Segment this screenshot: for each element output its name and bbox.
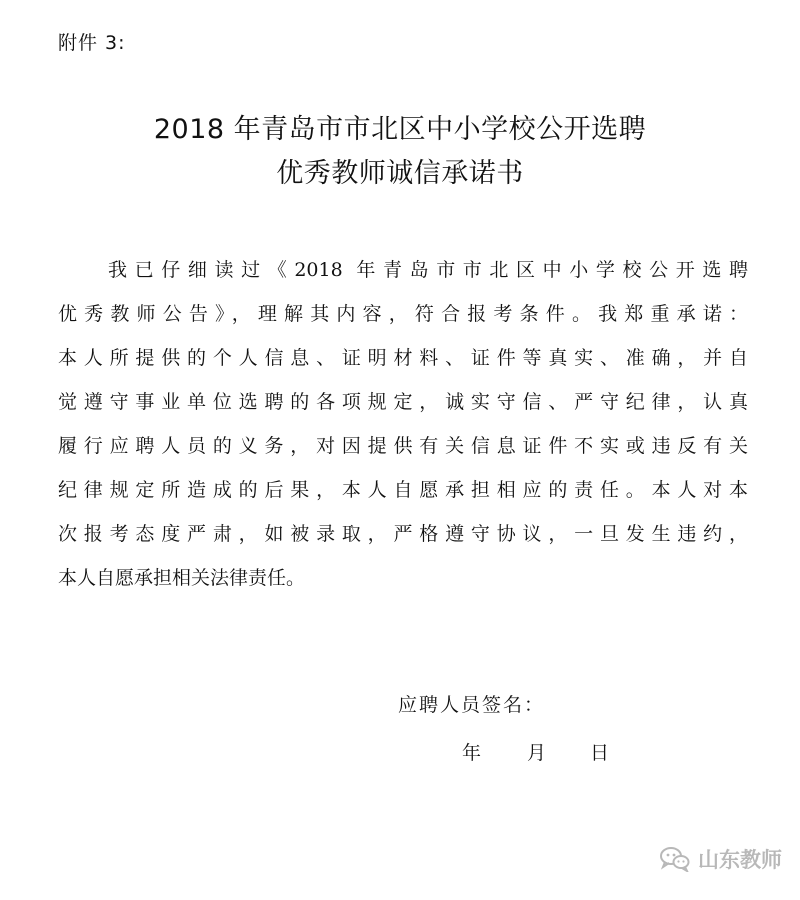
date-year: 年 bbox=[462, 742, 482, 764]
body-line: 履行应聘人员的义务，对因提供有关信息证件不实或违反有关 bbox=[58, 435, 748, 457]
attachment-label: 附件 3: bbox=[58, 32, 126, 54]
body-line: 纪律规定所造成的后果，本人自愿承担相应的责任。本人对本 bbox=[58, 479, 748, 501]
body-line: 觉遵守事业单位选聘的各项规定，诚实守信、严守纪律，认真 bbox=[58, 391, 748, 413]
document-title bbox=[0, 108, 800, 196]
wechat-icon bbox=[660, 846, 690, 872]
watermark-text: 山东教师 bbox=[698, 848, 782, 872]
watermark bbox=[660, 844, 782, 874]
body-line: 我已仔细读过《2018 年青岛市市北区中小学校公开选聘 bbox=[108, 259, 748, 281]
body-line: 次报考态度严肃，如被录取，严格遵守协议，一旦发生违约， bbox=[58, 523, 748, 545]
title-line-2: 优秀教师诚信承诺书 bbox=[276, 158, 524, 189]
commitment-body bbox=[58, 248, 748, 600]
body-line: 优秀教师公告》，理解其内容，符合报考条件。我郑重承诺： bbox=[58, 303, 748, 325]
signature-label: 应聘人员签名： bbox=[398, 694, 546, 716]
date-month: 月 bbox=[527, 742, 547, 764]
title-line-1: 2018 年青岛市市北区中小学校公开选聘 bbox=[153, 114, 647, 145]
date-day: 日 bbox=[590, 742, 610, 764]
body-line: 本人所提供的个人信息、证明材料、证件等真实、准确，并自 bbox=[58, 347, 748, 369]
body-line: 本人自愿承担相关法律责任。 bbox=[58, 567, 306, 589]
